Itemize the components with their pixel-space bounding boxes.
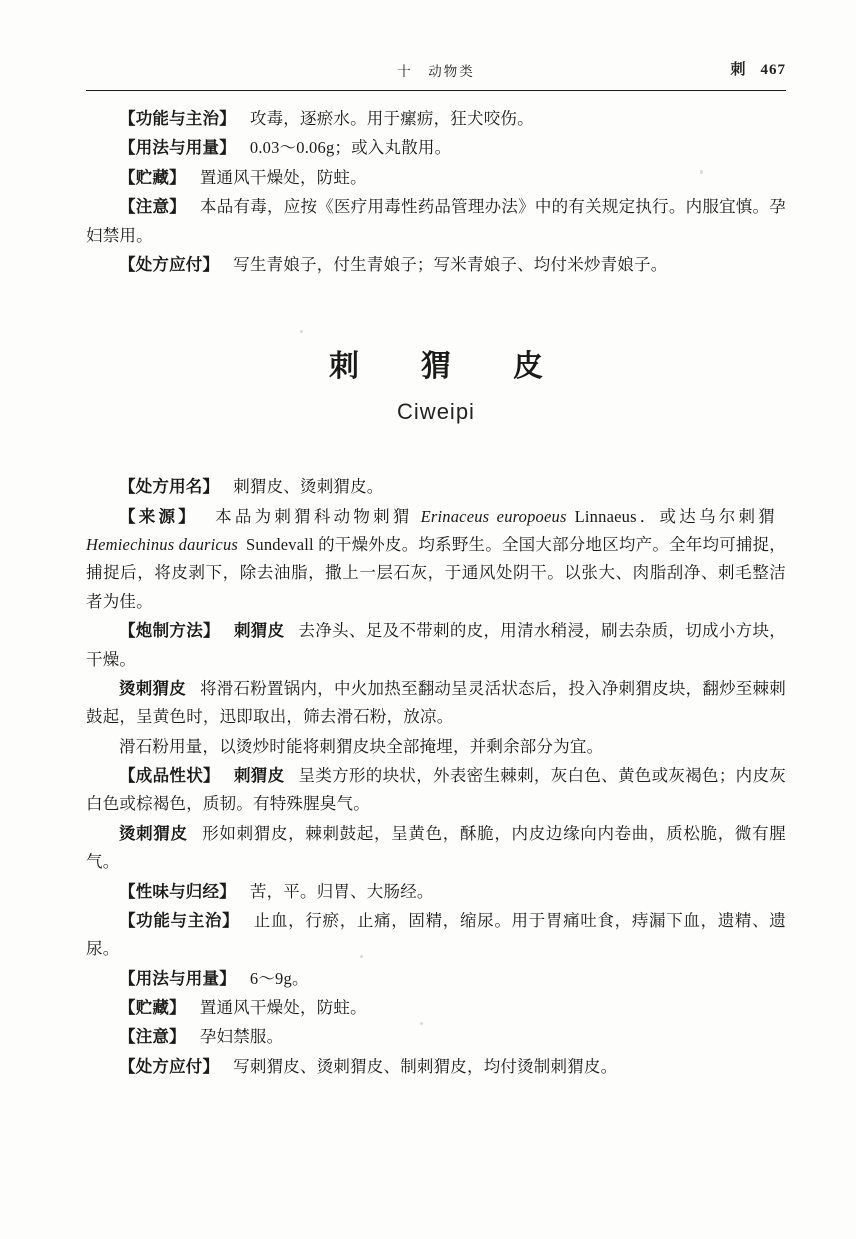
latin-name-2: Hemiechinus dauricus: [86, 535, 239, 554]
entry-caution: [86, 1023, 786, 1051]
entry-line-function: [86, 105, 786, 133]
field-text-dosage: 0.03～0.06g；或入丸散用。: [249, 138, 452, 158]
field-tag-storage: 【贮藏】: [119, 167, 186, 187]
field-text-dispensing: 写生青娘子，付生青娘子；写米青娘子、均付米炒青娘子。: [233, 254, 668, 274]
field-text-processing-note: 滑石粉用量，以烫炒时能将刺猬皮块全部掩埋，并剩余部分为宜。: [119, 736, 604, 756]
page-content: [86, 58, 786, 1082]
field-tag-dispensing: 【处方应付】: [119, 1056, 220, 1076]
entry-processing: [86, 617, 786, 674]
field-text-source-1: 本品为刺猬科动物刺猬: [212, 506, 413, 526]
field-text-source-2: Linnaeus．或达乌尔刺猬: [574, 506, 779, 526]
field-tag-caution: 【注意】: [119, 1027, 186, 1047]
field-tag-function: 【功能与主治】: [119, 109, 236, 128]
previous-entry-block: [86, 105, 786, 279]
header-rule: [86, 90, 786, 91]
subhead-properties-scalded: 烫刺猬皮: [119, 823, 188, 843]
header-page-marker: [730, 58, 786, 79]
field-text-caution: 本品有毒，应按《医疗用毒性药品管理办法》中的有关规定执行。内服宜慎。孕妇禁用。: [86, 197, 786, 245]
entry-properties-scalded: [86, 820, 786, 877]
running-header: [86, 58, 786, 88]
entry-processing-note: [86, 733, 786, 761]
field-tag-dosage: 【用法与用量】: [119, 138, 236, 158]
field-tag-processing: 【炮制方法】: [119, 621, 220, 641]
field-text-properties-scalded: 形如刺猬皮，棘刺鼓起，呈黄色，酥脆，内皮边缘向内卷曲，质松脆，微有腥气。: [86, 823, 786, 872]
entry-line-caution: [86, 193, 786, 250]
entry-processing-scalded: [86, 675, 786, 732]
field-text-function: 止血，行瘀，止痛，固精，缩尿。用于胃痛吐食，痔漏下血，遗精、遗尿。: [86, 910, 786, 959]
field-text-storage: 置通风干燥处，防蛀。: [199, 998, 367, 1017]
entry-dosage: [86, 965, 786, 993]
entry-function: [86, 907, 786, 964]
field-text-processing-raw: 去净头、足及不带刺的皮，用清水稍浸，刷去杂质，切成小方块，干燥。: [86, 621, 786, 669]
entry-title-block: [86, 341, 786, 425]
field-text-storage: 置通风干燥处，防蛀。: [199, 167, 367, 187]
page-title: 刺 猬 皮: [329, 350, 559, 384]
field-tag-taste: 【性味与归经】: [119, 881, 236, 901]
page-number: 467: [760, 62, 786, 78]
field-tag-caution: 【注意】: [119, 197, 186, 217]
subhead-processing-scalded: 烫刺猬皮: [119, 678, 186, 698]
entry-prescription-names: [86, 473, 786, 501]
field-tag-storage: 【贮藏】: [119, 998, 186, 1017]
entry-properties: [86, 762, 786, 819]
entry-taste: [86, 878, 786, 906]
field-text-source-3: Sundevall 的干燥外皮。均系野生。全国大部分地区均产。全年均可捕捉，捕捉后，将皮剥下，除去油脂，撒上一层石灰，于通风处阴干。以张大、肉脂刮净、刺毛整洁者为佳。: [86, 535, 786, 611]
entry-dispensing: [86, 1053, 786, 1081]
entry-line-dispensing: [86, 251, 786, 279]
field-tag-function: 【功能与主治】: [119, 910, 240, 930]
field-text-properties-raw: 呈类方形的块状，外表密生棘刺，灰白色、黄色或灰褐色；内皮灰白色或棕褐色，质韧。有特殊腥臭气。: [86, 766, 786, 814]
header-section-char: 刺: [730, 62, 747, 78]
field-tag-dosage: 【用法与用量】: [119, 968, 236, 988]
entry-line-dosage: [86, 134, 786, 162]
entry-block: [86, 473, 786, 1081]
entry-line-storage: [86, 164, 786, 192]
field-text-processing-scalded: 将滑石粉置锅内，中火加热至翻动呈灵活状态后，投入净刺猬皮块，翻炒至棘刺鼓起，呈黄色时，迅即取出，筛去滑石粉，放凉。: [86, 678, 786, 727]
field-tag-prescription-names: 【处方用名】: [119, 477, 220, 497]
field-text-taste: 苦，平。归胃、大肠经。: [249, 881, 434, 901]
header-chapter-title: 十 动物类: [397, 64, 475, 79]
field-tag-dispensing: 【处方应付】: [119, 254, 220, 274]
field-text-function: 攻毒，逐瘀水。用于瘰疬，狂犬咬伤。: [249, 109, 534, 128]
entry-storage: [86, 994, 786, 1022]
entry-source: [86, 503, 786, 617]
field-tag-source: 【来源】: [119, 506, 199, 526]
page-title-pinyin: Ciweipi: [397, 399, 475, 425]
latin-name-1: Erinaceus europoeus: [420, 506, 567, 526]
field-text-prescription-names: 刺猬皮、烫刺猬皮。: [233, 477, 384, 497]
field-text-caution: 孕妇禁服。: [199, 1027, 284, 1047]
subhead-properties-raw: 刺猬皮: [233, 766, 285, 785]
field-text-dispensing: 写刺猬皮、烫刺猬皮、制刺猬皮，均付烫制刺猬皮。: [233, 1056, 618, 1076]
subhead-processing-raw: 刺猬皮: [233, 621, 285, 641]
field-tag-properties: 【成品性状】: [119, 766, 220, 785]
field-text-dosage: 6～9g。: [249, 968, 309, 988]
